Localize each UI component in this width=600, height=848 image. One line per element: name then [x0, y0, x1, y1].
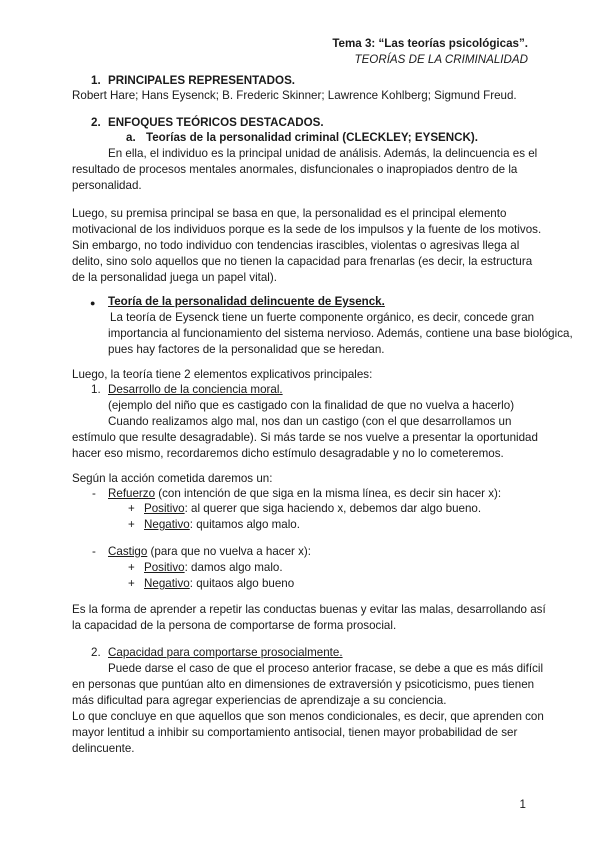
paragraph-line: Cuando realizamos algo mal, nos dan un castigo (con el que desarrollamos un — [108, 415, 512, 428]
subsection-a-heading: Teorías de la personalidad criminal (CLECKLEY; EYSENCK). — [146, 131, 478, 144]
item1-number: 1. — [91, 383, 101, 396]
plus-marker: + — [128, 502, 135, 515]
castigo-negativo — [144, 576, 294, 593]
section2-number: 2. — [91, 116, 101, 129]
paragraph-line: delito, sino solo aquellos que no tienen la capacidad para frenarlas (es decir, la estructura — [72, 255, 533, 268]
castigo-text: (para que no vuelva a hacer x): — [147, 545, 312, 558]
paragraph-line: mayor lentitud a inhibir su comportamiento antisocial, tienen mayor probabilidad de ser — [72, 726, 518, 739]
castigo-item — [108, 544, 311, 561]
eysenck-heading: Teoría de la personalidad delincuente de Eysenck. — [108, 295, 385, 308]
paragraph-line: personalidad. — [72, 179, 142, 192]
accion-intro: Según la acción cometida daremos un: — [72, 472, 273, 485]
item2-heading: Capacidad para comportarse prosocialmente. — [108, 646, 343, 659]
item1-heading: Desarrollo de la conciencia moral. — [108, 383, 283, 396]
negativo-text: : quitaos algo bueno — [189, 577, 295, 590]
paragraph-line: pues hay factores de la personalidad que se heredan. — [108, 343, 385, 356]
eysenck-intro: Luego, la teoría tiene 2 elementos explicativos principales: — [72, 368, 373, 381]
castigo-label: Castigo — [108, 545, 148, 558]
dash-marker: - — [92, 487, 96, 500]
paragraph-line: La teoría de Eysenck tiene un fuerte componente orgánico, es decir, concede gran — [110, 311, 535, 324]
negativo-text: : quitamos algo malo. — [189, 518, 300, 531]
paragraph-line: estímulo que resulte desagradable). Si más tarde se nos vuelve a presentar la oportunidad — [72, 431, 538, 444]
section1-text: Robert Hare; Hans Eysenck; B. Frederic Skinner; Lawrence Kohlberg; Sigmund Freud. — [72, 89, 517, 102]
subsection-a-letter: a. — [126, 131, 136, 144]
paragraph-line: delincuente. — [72, 742, 135, 755]
refuerzo-negativo — [144, 517, 300, 534]
paragraph-line: resultado de procesos mentales anormales, disfuncionales o inapropiados dentro de la — [72, 163, 518, 176]
negativo-label: Negativo — [144, 577, 190, 590]
document-subtitle: TEORÍAS DE LA CRIMINALIDAD — [354, 53, 528, 66]
paragraph-line: más dificultad para agregar experiencias de aprendizaje a su conciencia. — [72, 694, 447, 707]
positivo-label: Positivo — [144, 561, 185, 574]
paragraph-line: En ella, el individuo es la principal unidad de análisis. Además, la delincuencia es el — [108, 147, 538, 160]
paragraph-line: Puede darse el caso de que el proceso anterior fracase, se debe a que es más difícil — [108, 662, 544, 675]
document-title: Tema 3: “Las teorías psicológicas”. — [332, 37, 528, 50]
plus-marker: + — [128, 518, 135, 531]
paragraph-line: la capacidad de la persona de comportarse de forma prosocial. — [72, 619, 397, 632]
refuerzo-label: Refuerzo — [108, 487, 156, 500]
section1-number: 1. — [91, 74, 101, 87]
refuerzo-text: (con intención de que siga en la misma línea, es decir sin hacer x): — [155, 487, 502, 500]
paragraph-line: (ejemplo del niño que es castigado con la finalidad de que no vuelva a hacerlo) — [108, 399, 515, 412]
paragraph-line: Sin embargo, no todo individuo con tendencias irascibles, violentas o agresivas llega al — [72, 239, 520, 252]
paragraph-line: motivacional de los individuos porque es la sede de los impulsos y la fuente de los motivos. — [72, 223, 542, 236]
paragraph-line: de la personalidad juega un papel vital). — [72, 271, 277, 284]
paragraph-line: hacer eso mismo, recordaremos dicho estímulo desagradable y no lo cometeremos. — [72, 447, 504, 460]
paragraph-line: importancia al funcionamiento del sistema nervioso. Además, contiene una base biológica, — [108, 327, 573, 340]
paragraph-line: Luego, su premisa principal se basa en que, la personalidad es el principal elemento — [72, 207, 507, 220]
paragraph-line: Lo que concluye en que aquellos que son menos condicionales, es decir, que aprenden con — [72, 710, 544, 723]
negativo-label: Negativo — [144, 518, 190, 531]
bullet-icon: ● — [90, 298, 96, 308]
item2-number: 2. — [91, 646, 101, 659]
section2-heading: ENFOQUES TEÓRICOS DESTACADOS. — [108, 116, 324, 129]
castigo-positivo — [144, 560, 283, 577]
paragraph-line: en personas que puntúan alto en dimensiones de extraversión y psicoticismo, pues tienen — [72, 678, 535, 691]
plus-marker: + — [128, 577, 135, 590]
section1-heading: PRINCIPALES REPRESENTADOS. — [108, 74, 296, 87]
page-number: 1 — [519, 798, 526, 811]
dash-marker: - — [92, 545, 96, 558]
positivo-text: : al querer que siga haciendo x, debemos dar algo bueno. — [184, 502, 482, 515]
plus-marker: + — [128, 561, 135, 574]
positivo-text: : damos algo malo. — [184, 561, 283, 574]
paragraph-line: Es la forma de aprender a repetir las conductas buenas y evitar las malas, desarrollando así — [72, 603, 546, 616]
positivo-label: Positivo — [144, 502, 185, 515]
refuerzo-positivo — [144, 501, 481, 518]
